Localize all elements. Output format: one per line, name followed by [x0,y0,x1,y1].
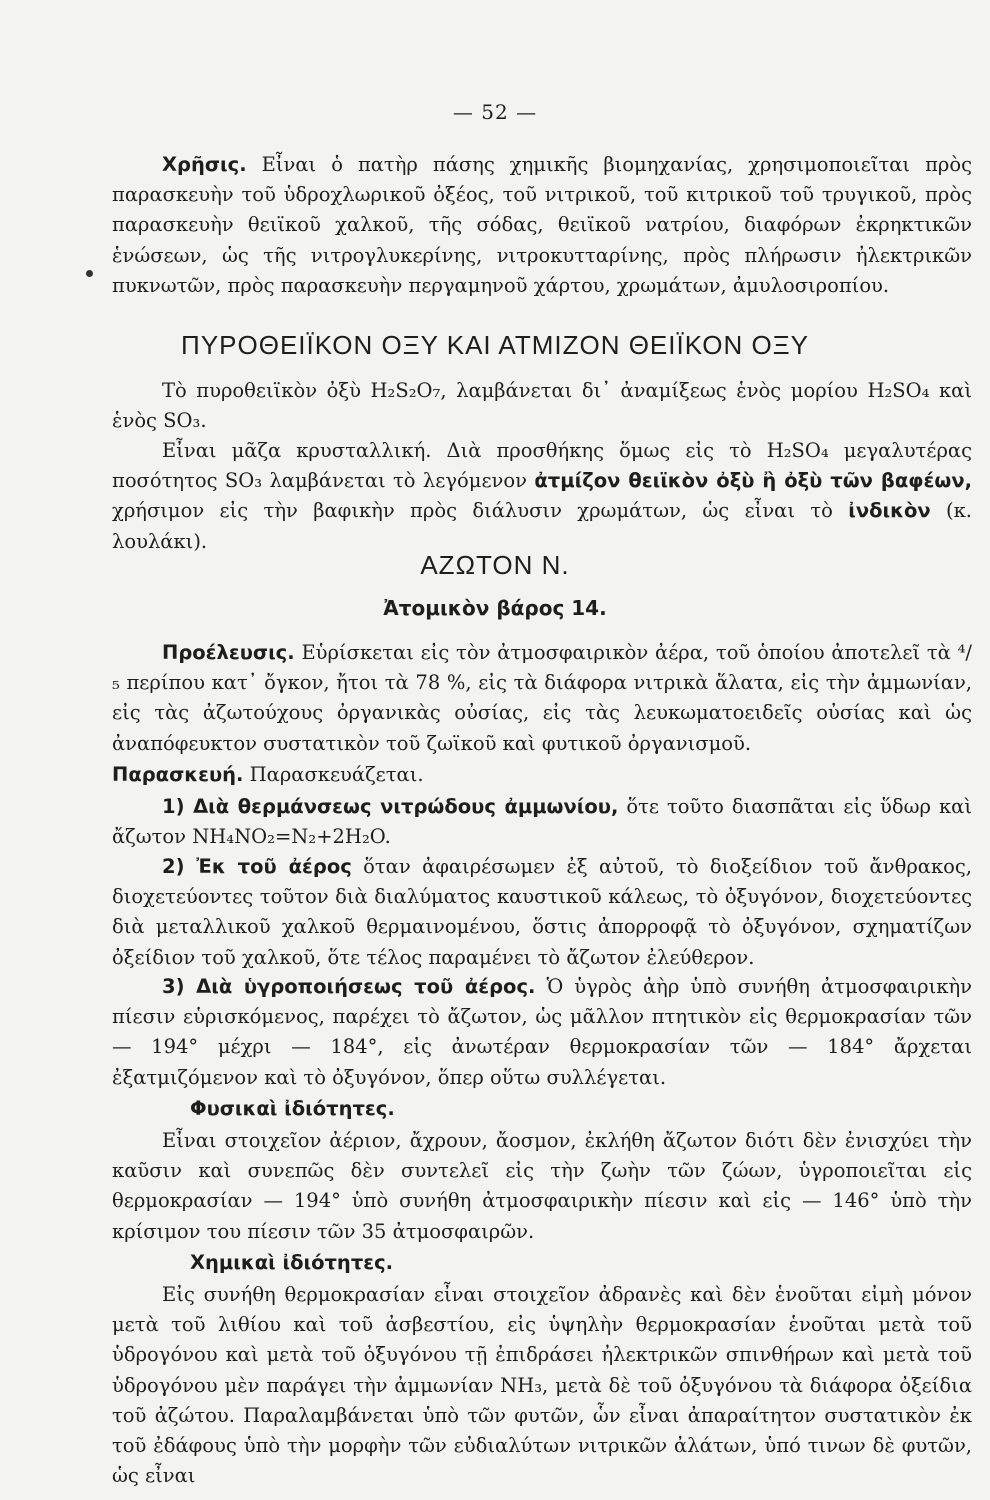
margin-dot [86,270,93,277]
pyro-paragraph-2 [112,436,972,557]
method-3-label: 3) Διὰ ὑγροποιήσεως τοῦ ἀέρος. [162,975,536,998]
prep-label: Παρασκευή. [112,763,244,786]
chemical-heading-text: Χημικαὶ ἰδιότητες. [190,1251,394,1274]
method-2-label: 2) Ἐκ τοῦ ἀέρος [162,855,352,878]
origin-paragraph [112,638,972,759]
fuming-acid-term: ἀτμίζον θειϊκὸν ὀξὺ ἢ ὀξὺ τῶν βαφέων, [534,469,973,493]
uses-label: Χρῆσις. [162,153,247,176]
origin-label: Προέλευσις. [162,641,295,664]
method-1 [112,792,972,852]
page-number: — 52 — [452,100,538,124]
method-2-text: ὅταν ἀφαιρέσωμεν ἐξ αὐτοῦ, τὸ διοξείδιον τοῦ ἄνθρακος, διοχετεύοντες τοῦτον διὰ διαλύματος καυστικοῦ κάλεως, τὸ ὀξυγόνον, διοχετεύοντες διὰ μεταλλικοῦ χαλκοῦ θερμαινομένου, ὅστις ἀπορροφᾷ τὸ ὀξυγόνον, σχηματίζων ὀξείδιον τοῦ χαλκοῦ, ὅτε τέλος παραμένει τὸ ἄζωτον ἐλεύθερον. [112,855,972,969]
physical-heading [190,1094,890,1124]
uses-text: Εἶναι ὁ πατὴρ πάσης χημικῆς βιομηχανίας, χρησιμοποιεῖται πρὸς παρασκευὴν τοῦ ὑδροχλωρικοῦ ὀξέος, τοῦ νιτρικοῦ, τοῦ κιτρικοῦ τοῦ τρυγικοῦ, πρὸς παρασκευὴν θειϊκοῦ χαλκοῦ, τῆς σόδας, θειϊκοῦ νατρίου, διαφόρων ἐκρηκτικῶν ἑνώσεων, ὡς τῆς νιτρογλυκερίνης, νιτροκυτταρίνης, πρὸς πλήρωσιν ἠλεκτρικῶν πυκνωτῶν, πρὸς παρασκευὴν περγαμηνοῦ χάρτου, χρωμάτων, ἀμυλοσιροπίου. [112,153,973,297]
acid-heading: ΠΥΡΟΘΕΙΪΚΟΝ ΟΞΥ ΚΑΙ ΑΤΜΙΖΟΝ ΘΕΙΪΚΟΝ ΟΞΥ [181,330,809,360]
method-2 [112,852,972,973]
method-3 [112,972,972,1093]
chemical-heading [190,1248,890,1278]
method-1-text: ὅτε τοῦτο διασπᾶται εἰς ὕδωρ καὶ ἄζωτον NH₄NO₂=N₂+2H₂O. [112,795,972,849]
pyro-text-e: (κ. λουλάκι). [112,499,973,553]
origin-text: Εὑρίσκεται εἰς τὸν ἀτμοσφαιρικὸν ἀέρα, τοῦ ὁποίου ἀποτελεῖ τὰ ⁴/₅ περίπου κατ᾿ ὄγκον, ἤτοι τὰ 78 %, εἰς τὰ διάφορα νιτρικὰ ἅλατα, εἰς τὴν ἀμμωνίαν, εἰς τὰς ἀζωτούχους ὀργανικὰς οὐσίας, εἰς τὰς λευκωματοειδεῖς οὐσίας καὶ ὡς ἀναπόφευκτον συστατικὸν τοῦ ζωϊκοῦ καὶ φυτικοῦ ὀργανισμοῦ. [112,641,972,755]
atomic-weight: Ἀτομικὸν βάρος 14. [383,596,607,620]
method-1-label: 1) Διὰ θερμάνσεως νιτρώδους ἀμμωνίου, [162,795,619,818]
method-3-text: Ὁ ὑγρὸς ἀὴρ ὑπὸ συνήθη ἀτμοσφαιρικὴν πίεσιν εὑρισκόμενος, παρέχει τὸ ἄζωτον, ὡς μᾶλλον πτητικὸν εἰς θερμοκρασίαν τῶν — 194° μέχρι — 184°, εἰς ἀνωτέραν θερμοκρασίαν τῶν — 184° ἄρχεται ἐξατμιζόμενον καὶ τὸ ὀξυγόνον, ὅπερ οὕτω συλλέγεται. [112,975,972,1089]
chemical-paragraph: Εἰς συνήθη θερμοκρασίαν εἶναι στοιχεῖον ἀδρανὲς καὶ δὲν ἑνοῦται εἰμὴ μόνον μετὰ τοῦ λιθίου καὶ τοῦ ἀσβεστίου, εἰς ὑψηλὴν θερμοκρασίαν ἑνοῦται μετὰ τοῦ ὑδρογόνου καὶ μετὰ τοῦ ὀξυγόνου τῇ ἐπιδράσει ἠλεκτρικῶν σπινθήρων καὶ μετὰ τοῦ ὑδρογόνου μὲν παράγει τὴν ἀμμωνίαν NH₃, μετὰ δὲ τοῦ ὀξυγόνου τὰ διάφορα ὀξείδια τοῦ ἀζώτου. Παραλαμβάνεται ὑπὸ τῶν φυτῶν, ὧν εἶναι ἀπαραίτητον συστατικὸν ἐκ τοῦ ἐδάφους ὑπὸ τὴν μορφὴν τῶν εὐδιαλύτων νιτρικῶν ἀλάτων, ὑπό τινων δὲ φυτῶν, ὡς εἶναι [112,1283,972,1488]
nitrogen-heading: ΑΖΩΤΟΝ N. [420,550,570,580]
pyro-paragraph-1: Τὸ πυροθειϊκὸν ὀξὺ H₂S₂O₇, λαμβάνεται δι᾿ ἀναμίξεως ἑνὸς μορίου H₂SO₄ καὶ ἑνὸς SO₃. [112,379,972,433]
prep-text: Παρασκευάζεται. [249,763,424,786]
physical-heading-text: Φυσικαὶ ἰδιότητες. [190,1097,395,1120]
uses-paragraph [112,150,972,301]
pyro-text-a: Εἶναι μᾶζα κρυσταλλική. Διὰ προσθήκης ὅμως εἰς τὸ H₂SO₄ μεγαλυτέρας ποσότητος SO₃ λαμβάνεται τὸ λεγόμενον [112,439,972,493]
prep-paragraph [112,760,972,790]
physical-paragraph: Εἶναι στοιχεῖον ἀέριον, ἄχρουν, ἄοσμον, ἐκλήθη ἄζωτον διότι δὲν ἐνισχύει τὴν καῦσιν καὶ συνεπῶς δὲν συντελεῖ εἰς τὴν ζωὴν τῶν ζώων, ὑγροποιεῖται εἰς θερμοκρασίαν — 194° ὑπὸ συνήθη ἀτμοσφαιρικὴν πίεσιν καὶ εἰς — 146° ὑπὸ τὴν κρίσιμον του πίεσιν τῶν 35 ἀτμοσφαιρῶν. [112,1129,972,1243]
indigo-term: ἰνδικὸν [848,499,931,523]
pyro-text-c: χρήσιμον εἰς τὴν βαφικὴν πρὸς διάλυσιν χρωμάτων, ὡς εἶναι τὸ [112,499,833,523]
